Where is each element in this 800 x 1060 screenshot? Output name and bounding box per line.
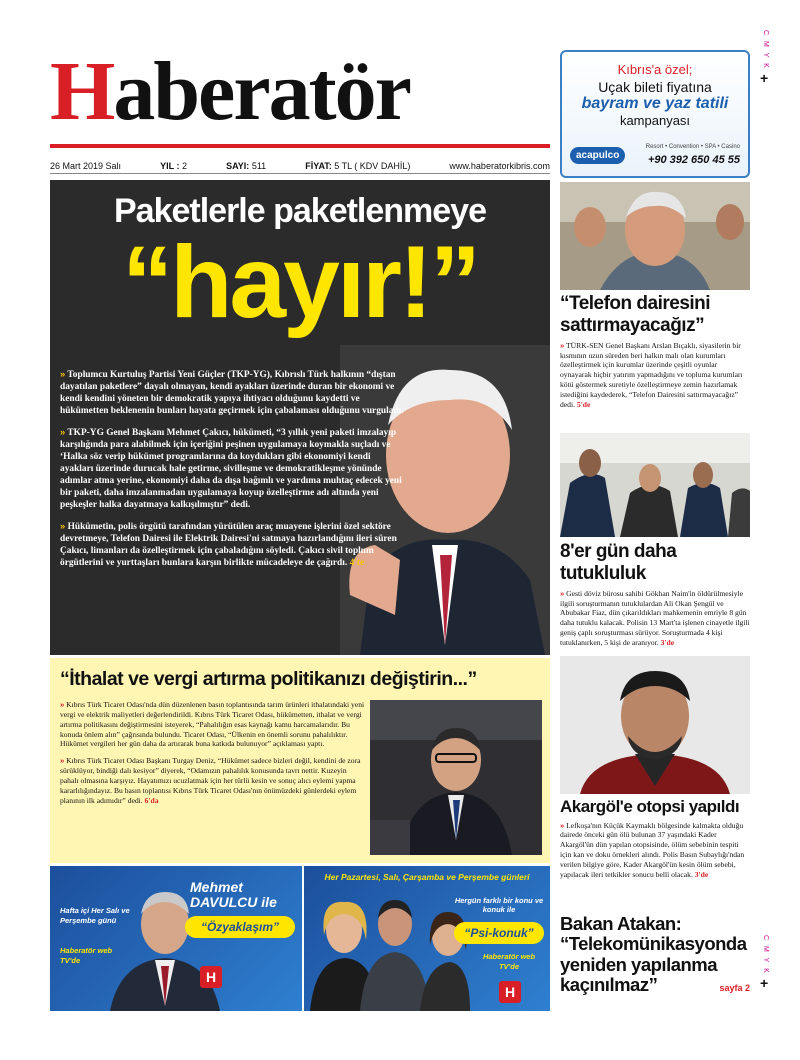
chevron-icon: » xyxy=(560,340,565,350)
page-ref[interactable]: 3'de xyxy=(694,869,709,879)
acapulco-ad[interactable] xyxy=(560,50,750,178)
ozyaklasim-channel: Haberatör web TV'de xyxy=(60,946,113,965)
psikonuk-days: Her Pazartesi, Salı, Çarşamba ve Perşembe günleri xyxy=(324,872,530,882)
lead-body xyxy=(60,368,405,578)
issue-year: YIL : 2 xyxy=(160,160,188,171)
registration-mark-top-icon: + xyxy=(760,70,769,86)
arrest-photo xyxy=(560,433,750,537)
psikonuk-tagline: Hergün farklı bir konu ve konuk ile xyxy=(454,896,544,914)
page-ref[interactable]: 4'te xyxy=(349,558,365,569)
chevron-icon: » xyxy=(60,700,65,709)
story-atakan-headline[interactable]: Bakan Atakan: “Telekomünikasyonda yeniden yapılanma kaçınılmaz” xyxy=(560,913,747,996)
page-ref[interactable]: 3'de xyxy=(660,637,675,647)
bicakli-photo xyxy=(560,182,750,290)
lead-kicker: Paketlerle paketlenmeye xyxy=(113,192,487,230)
page-ref[interactable]: 6'da xyxy=(144,795,159,805)
ithalat-paragraph-2: » Kıbrıs Türk Ticaret Odası Başkanı Turgay Deniz, “Hükümet sadece bizleri değil, kendini de zora sürüklüyor, bindiği dalı kesiyor” diyerek, “Odamızın pahalılık konusunda tavrı nettir. Kuzeyin pahalı olmasına karşıyız. Hayatımızı ucuzlatmak için her türlü kesin ve sonuç alıcı eylemi yapma kararlılığındayız. Bu basın toplantısı Kıbrıs Türk Ticaret Odası'nın önümüzdeki günlerdeki eylem planının ilk adımıdır” dedi. 6'da xyxy=(60,756,361,805)
chevron-icon: » xyxy=(60,368,66,379)
story-otopsi-headline[interactable]: Akargöl'e otopsi yapıldı xyxy=(560,797,740,816)
story-otopsi-body: » Lefkoşa'nın Küçük Kaymaklı bölgesinde kalmakta olduğu dairede önceki gün ölü bulunan 37 yaşındaki Kader Akargöl'ün dün yapılan otopsisinde, ölüm sebebinin tespiti için kan ve doku örnekleri alındı. Polis Basın Subaylığı'ndan verilen bilgiye göre, Kader Akargöl'ün kesin ölüm sebebi, yapılacak ileri tetkikler sonucu belli olacak. 3'de xyxy=(560,820,745,879)
haberator-logo-icon: H xyxy=(499,981,521,1003)
ad-line-3: bayram ve yaz tatili xyxy=(581,95,729,112)
lead-paragraph-3: » Hükümetin, polis örgütü tarafından yürütülen araç muayene işlerini özel sektöre devretmeye, Telefon Dairesi ile Elektrik Dairesi'ni satmaya hazırlandığını ileri süren Çakıcı, limanları da özelleştirmek için çabaladığını söyledi. Çakıcı sivil toplum örgütlerini ve yurttaşları bunlara karşın birlikte mücadeleye de çağırdı. 4'te xyxy=(60,520,397,569)
lead-paragraph-2: » TKP-YG Genel Başkanı Mehmet Çakıcı, hükümeti, “3 yıllık yeni paketi imzalayıp karşılığında para alabilmek için içeriğini peşinen uygulamaya koymakla suçladı ve ‘Halka söz verip hükümet programlarına da koydukları gibi ekonomiyi kendi ayakları üzerinde durucak hale getirme, sivilleşme ve demokratikleşme yönünde adımlar atma yerine, ekonomiyi daha da dışa bağımlı ve yardıma muhtaç edecek yeni bir paketi, daha imzalanmadan uygulamaya koyup özelleştirme adı altında yeni peşkeşler halka dayatmaya kalkışılmıştır” dedi. xyxy=(60,426,402,511)
logo-rest: aberatör xyxy=(113,45,410,138)
story-atakan xyxy=(560,913,750,996)
deniz-photo xyxy=(370,700,542,855)
ad-subtitle: Resort • Convention • SPA • Casino xyxy=(645,144,740,150)
story-tutukluluk xyxy=(560,541,750,648)
website-link[interactable]: www.haberatorkibris.com xyxy=(449,160,550,171)
chevron-icon: » xyxy=(60,520,66,532)
story-tutukluluk-headline[interactable]: 8'er gün daha tutukluluk xyxy=(560,541,677,584)
cmyk-mark-top: C M Y K xyxy=(762,30,769,70)
story-telefon-body: » TÜRK-SEN Genel Başkanı Arslan Bıçaklı, siyasilerin bir kısmının uzun süreden beri halkın malı olan kurumları özelleştirmek için kurumlar üzerinde çeşitli oyunlar oynayarak hiçbir yatırım yapmadığını ve topluma kurumları kötü göstermek suretiyle özelleştirmeye zemin hazırlamak istediğini kaydederek, “Telefon Dairesini sattırmayacağız” dedi. 5'de xyxy=(560,340,743,409)
story-tutukluluk-body: » Gesti döviz bürosu sahibi Gökhan Naim'in öldürülmesiyle ilgili soruşturmanın tutuklulardan Ali Okan Şengül ve Abubakar Fiaz, dün çıkarıldıkları mahkemenin emriyle 8 gün daha tutuklu kalacak. Polisin 13 Mart'ta işlenen cinayetle ilgili geniş çaplı soruşturması sürüyor. Soruşturmada 4 kişi tutuklanırken, 5 kişi de aranıyor. 3'de xyxy=(560,588,750,647)
lead-headline[interactable]: “hayır!” xyxy=(122,225,478,339)
chevron-icon: » xyxy=(60,756,65,766)
psikonuk-channel: Haberatör web TV'de xyxy=(482,952,536,971)
logo-initial: H xyxy=(50,45,114,138)
page-ref[interactable]: sayfa 2 xyxy=(719,983,750,994)
chevron-icon: » xyxy=(560,588,565,598)
issue-info-bar xyxy=(50,158,550,174)
chevron-icon: » xyxy=(60,426,66,438)
page-ref[interactable]: 5'de xyxy=(576,399,591,409)
chevron-icon: » xyxy=(560,820,565,830)
story-ithalat-body xyxy=(60,700,365,813)
masthead xyxy=(50,45,550,160)
ad-phone: +90 392 650 45 55 xyxy=(647,154,740,166)
lead-story xyxy=(50,180,550,655)
psikonuk-banner[interactable] xyxy=(304,866,550,1011)
ozyaklasim-show: “Özyaklaşım” xyxy=(185,916,295,938)
haberator-logo-icon: H xyxy=(200,966,222,988)
story-ithalat-headline[interactable]: “İthalat ve vergi artırma politikanızı değiştirin...” xyxy=(60,668,477,690)
issue-price: FİYAT: 5 TL ( KDV DAHİL) xyxy=(305,160,411,171)
lead-paragraph-1: » Toplumcu Kurtuluş Partisi Yeni Güçler (TKP-YG), Kıbrıslı Türk halkının “dıştan dayatılan paketlere” dayalı olmayan, kendi ayakları üzerinde duran bir ekonomi ve kendi kendini yöneten bir demokratik yapıya ihtiyacı olduğunu kaydetti ve hükümetten beklenenin bunları hayata geçirmek için çabalaması olduğunu vurguladı. xyxy=(60,368,404,417)
ozyaklasim-when: Hafta içi Her Salı ve Perşembe günü xyxy=(60,906,130,925)
registration-mark-bottom-icon: + xyxy=(760,975,769,991)
akargol-photo xyxy=(560,656,750,794)
ad-line-1: Kıbrıs'a özel; xyxy=(617,62,693,77)
ithalat-paragraph-1: » Kıbrıs Türk Ticaret Odası'nda dün düzenlenen basın toplantısında tarım ürünleri ithalatındaki yeni vergi ve elektrik maliyetleri değerlendirildi. Kıbrıs Türk Ticaret Odası, hükümetten, ithalat ve vergi artırma politikasını değiştirmesini isteyerek, “Pahalılığın esas kaynağı kamu harcamalarıdır. Bu konuda önlem alın” çağrısında bulundu. Ticaret Odası, “Ülkenin en önemli sorunu pahalılıktır. Hükümet vergileri her gün daha da artırarak buna katkıda bulunuyor” açıklaması yaptı. xyxy=(60,700,365,749)
story-otopsi xyxy=(560,797,750,880)
acapulco-logo: acapulco xyxy=(570,147,625,164)
cmyk-mark-bottom: C M Y K xyxy=(762,935,769,975)
psikonuk-show: “Psi-konuk” xyxy=(454,922,544,944)
ozyaklasim-banner[interactable] xyxy=(50,866,302,1011)
ad-line-4: kampanyası xyxy=(619,113,691,128)
newspaper-logo[interactable] xyxy=(50,45,410,138)
logo-rule xyxy=(50,144,550,148)
issue-number: SAYI: 511 xyxy=(226,160,267,171)
psikonuk-hosts-photo xyxy=(310,890,470,1011)
story-telefon xyxy=(560,293,750,410)
story-ithalat xyxy=(50,658,550,863)
ad-line-2: Uçak bileti fiyatına xyxy=(598,79,712,95)
issue-date: 26 Mart 2019 Salı xyxy=(50,160,122,171)
ozyaklasim-host: Mehmet DAVULCU ile xyxy=(190,879,277,911)
story-telefon-headline[interactable]: “Telefon dairesini sattırmayacağız” xyxy=(560,293,711,336)
